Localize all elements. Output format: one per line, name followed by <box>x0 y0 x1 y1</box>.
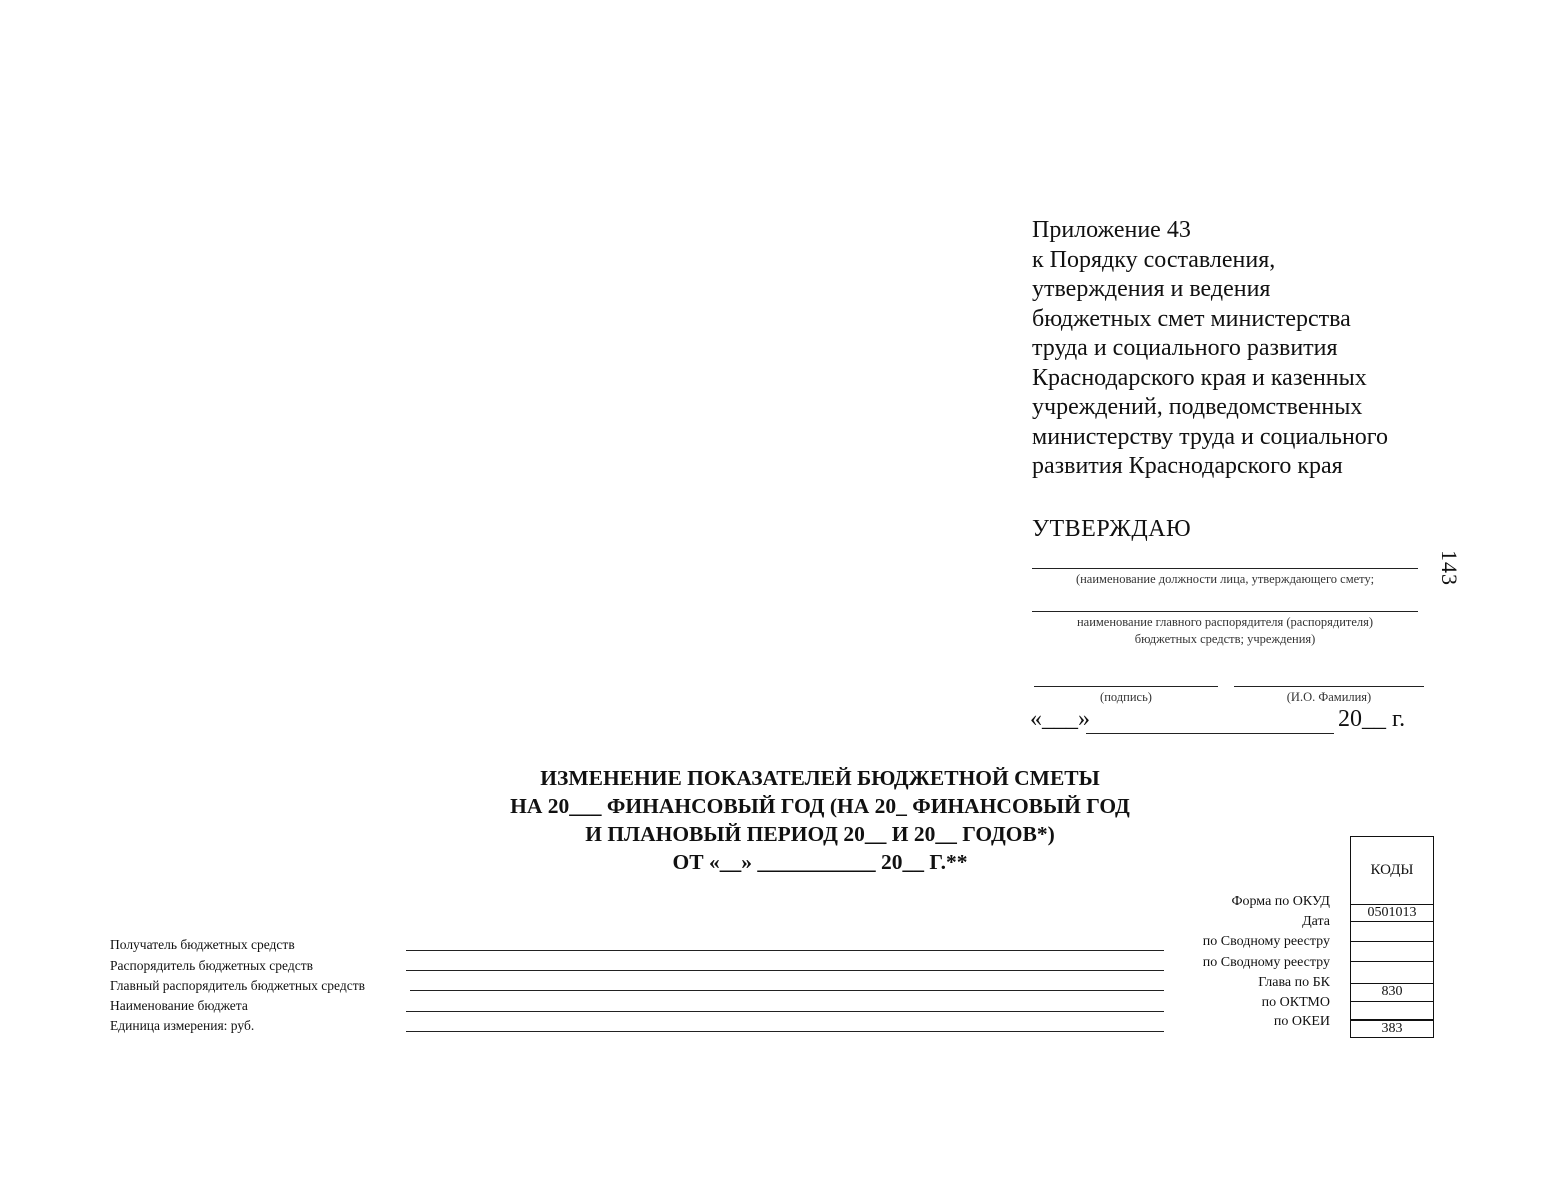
name-caption: (И.О. Фамилия) <box>1286 690 1372 704</box>
appendix-line: развития Краснодарского края <box>1032 453 1343 479</box>
label-registry-2: по Сводному реестру <box>1202 955 1330 970</box>
label-chapter-bk: Глава по БК <box>1258 975 1330 990</box>
title-line: ОТ «__» ___________ 20__ Г.** <box>672 850 968 874</box>
field-unit-label: Единица измерения: руб. <box>110 1018 255 1033</box>
appendix-line: Приложение 43 <box>1032 217 1191 243</box>
approval-date-year: 20__ г. <box>1338 706 1406 732</box>
position-line <box>1032 568 1418 569</box>
appendix-line: труда и социального развития <box>1032 335 1338 361</box>
field-budget-name-label: Наименование бюджета <box>110 998 248 1013</box>
signature-line <box>1034 686 1218 687</box>
title-line: НА 20___ ФИНАНСОВЫЙ ГОД (НА 20_ ФИНАНСОВЫЙ ГОД <box>510 794 1130 818</box>
organization-caption-1: наименование главного распорядителя (распорядителя) <box>1076 615 1374 629</box>
name-line <box>1234 686 1424 687</box>
field-chief-manager-line <box>410 990 1164 991</box>
label-okei: по ОКЕИ <box>1273 1014 1330 1029</box>
field-recipient-line <box>406 950 1164 951</box>
appendix-line: бюджетных смет министерства <box>1032 305 1351 332</box>
codes-table <box>1350 836 1434 1036</box>
approval-date-day: «___» <box>1030 706 1090 732</box>
document-title <box>400 764 1240 876</box>
label-oktmo: по ОКТМО <box>1261 995 1330 1010</box>
appendix-line: министерству труда и социального <box>1032 423 1389 450</box>
title-line: ИЗМЕНЕНИЕ ПОКАЗАТЕЛЕЙ БЮДЖЕТНОЙ СМЕТЫ <box>540 766 1100 790</box>
code-registry-1 <box>1350 942 1434 962</box>
field-manager-line <box>406 970 1164 971</box>
title-line: И ПЛАНОВЫЙ ПЕРИОД 20__ И 20__ ГОДОВ*) <box>585 822 1055 846</box>
organization-caption-2: бюджетных средств; учреждения) <box>1134 632 1316 646</box>
codes-header: КОДЫ <box>1350 836 1434 904</box>
appendix-line: Краснодарского края и казенных <box>1032 364 1367 391</box>
field-budget-name-line <box>406 1011 1164 1012</box>
code-chapter-bk: 830 <box>1350 984 1434 1002</box>
position-caption: (наименование должности лица, утверждающего смету; <box>1075 572 1375 586</box>
appendix-line: учреждений, подведомственных <box>1032 394 1363 420</box>
code-okei: 383 <box>1350 1020 1434 1038</box>
appendix-line: утверждения и ведения <box>1032 276 1271 302</box>
appendix-note <box>1032 216 1452 482</box>
label-okud: Форма по ОКУД <box>1231 894 1330 909</box>
field-recipient-label: Получатель бюджетных средств <box>110 937 295 952</box>
code-date <box>1350 922 1434 942</box>
approval-date-month-line <box>1086 733 1334 734</box>
code-oktmo <box>1350 1002 1434 1020</box>
signature-caption: (подпись) <box>1100 690 1152 704</box>
code-okud: 0501013 <box>1350 904 1434 922</box>
field-manager-label: Распорядитель бюджетных средств <box>110 958 313 973</box>
label-registry-1: по Сводному реестру <box>1202 934 1330 949</box>
appendix-line: к Порядку составления, <box>1032 246 1276 273</box>
approval-heading: УТВЕРЖДАЮ <box>1032 516 1192 542</box>
organization-line <box>1032 611 1418 612</box>
code-registry-2 <box>1350 962 1434 984</box>
label-date: Дата <box>1302 914 1330 929</box>
field-chief-manager-label: Главный распорядитель бюджетных средств <box>110 978 365 993</box>
field-unit-line <box>406 1031 1164 1032</box>
page-number: 143 <box>1437 550 1462 586</box>
